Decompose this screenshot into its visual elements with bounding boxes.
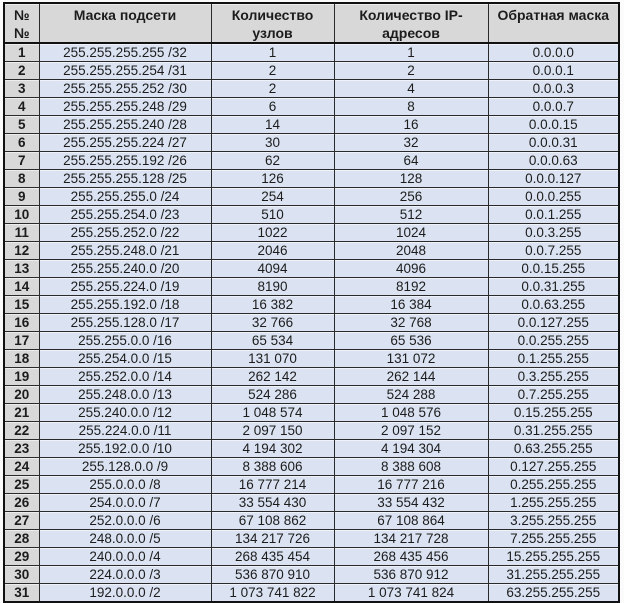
table-cell: 8 bbox=[334, 98, 488, 116]
table-cell: 252.0.0.0 /6 bbox=[39, 512, 211, 530]
table-cell: 16 777 214 bbox=[211, 476, 334, 494]
table-cell: 255.224.0.0 /11 bbox=[39, 422, 211, 440]
table-row bbox=[4, 512, 619, 530]
table-cell: 192.0.0.0 /2 bbox=[39, 584, 211, 603]
table-cell: 128 bbox=[334, 170, 488, 188]
table-cell: 524 288 bbox=[334, 386, 488, 404]
table-cell: 6 bbox=[211, 98, 334, 116]
row-number-cell: 2 bbox=[4, 62, 39, 80]
table-cell: 32 766 bbox=[211, 314, 334, 332]
row-number-cell: 7 bbox=[4, 152, 39, 170]
table-cell: 0.0.255.255 bbox=[488, 332, 619, 350]
table-cell: 255.255.255.252 /30 bbox=[39, 80, 211, 98]
table-cell: 32 768 bbox=[334, 314, 488, 332]
table-cell: 255.248.0.0 /13 bbox=[39, 386, 211, 404]
table-cell: 1 073 741 822 bbox=[211, 584, 334, 603]
table-cell: 240.0.0.0 /4 bbox=[39, 548, 211, 566]
table-cell: 65 534 bbox=[211, 332, 334, 350]
table-cell: 512 bbox=[334, 206, 488, 224]
table-cell: 1.255.255.255 bbox=[488, 494, 619, 512]
table-cell: 67 108 864 bbox=[334, 512, 488, 530]
table-cell: 0.7.255.255 bbox=[488, 386, 619, 404]
table-row bbox=[4, 62, 619, 80]
table-cell: 268 435 454 bbox=[211, 548, 334, 566]
table-cell: 510 bbox=[211, 206, 334, 224]
table-cell: 4 bbox=[334, 80, 488, 98]
table-cell: 30 bbox=[211, 134, 334, 152]
table-cell: 255.255.224.0 /19 bbox=[39, 278, 211, 296]
table-cell: 32 bbox=[334, 134, 488, 152]
table-cell: 2 097 152 bbox=[334, 422, 488, 440]
table-cell: 16 382 bbox=[211, 296, 334, 314]
table-cell: 255.128.0.0 /9 bbox=[39, 458, 211, 476]
table-cell: 255.255.255.255 /32 bbox=[39, 43, 211, 62]
row-number-cell: 16 bbox=[4, 314, 39, 332]
table-cell: 255.255.255.128 /25 bbox=[39, 170, 211, 188]
table-cell: 255.255.240.0 /20 bbox=[39, 260, 211, 278]
table-cell: 64 bbox=[334, 152, 488, 170]
table-cell: 255.255.255.224 /27 bbox=[39, 134, 211, 152]
table-cell: 8 388 606 bbox=[211, 458, 334, 476]
table-row bbox=[4, 332, 619, 350]
table-cell: 2 097 150 bbox=[211, 422, 334, 440]
table-cell: 255.255.128.0 /17 bbox=[39, 314, 211, 332]
table-cell: 262 144 bbox=[334, 368, 488, 386]
table-row bbox=[4, 206, 619, 224]
table-body bbox=[4, 43, 619, 602]
row-number-cell: 28 bbox=[4, 530, 39, 548]
table-cell: 536 870 910 bbox=[211, 566, 334, 584]
row-number-cell: 17 bbox=[4, 332, 39, 350]
table-cell: 16 bbox=[334, 116, 488, 134]
table-row bbox=[4, 224, 619, 242]
table-cell: 1 048 574 bbox=[211, 404, 334, 422]
table-cell: 65 536 bbox=[334, 332, 488, 350]
table-row bbox=[4, 566, 619, 584]
table-cell: 0.0.31.255 bbox=[488, 278, 619, 296]
table-cell: 4094 bbox=[211, 260, 334, 278]
row-number-cell: 11 bbox=[4, 224, 39, 242]
table-cell: 0.0.0.31 bbox=[488, 134, 619, 152]
table-cell: 255.255.248.0 /21 bbox=[39, 242, 211, 260]
table-cell: 0.1.255.255 bbox=[488, 350, 619, 368]
row-number-cell: 14 bbox=[4, 278, 39, 296]
table-cell: 255.255.255.192 /26 bbox=[39, 152, 211, 170]
table-cell: 2046 bbox=[211, 242, 334, 260]
header-host-count: Количество узлов bbox=[211, 3, 334, 43]
table-cell: 254 bbox=[211, 188, 334, 206]
table-cell: 0.255.255.255 bbox=[488, 476, 619, 494]
table-cell: 255.255.252.0 /22 bbox=[39, 224, 211, 242]
table-cell: 255.255.0.0 /16 bbox=[39, 332, 211, 350]
table-cell: 3.255.255.255 bbox=[488, 512, 619, 530]
table-cell: 1 bbox=[211, 43, 334, 62]
table-row bbox=[4, 296, 619, 314]
table-cell: 131 072 bbox=[334, 350, 488, 368]
table-cell: 248.0.0.0 /5 bbox=[39, 530, 211, 548]
table-row bbox=[4, 43, 619, 62]
table-cell: 15.255.255.255 bbox=[488, 548, 619, 566]
table-cell: 255.255.254.0 /23 bbox=[39, 206, 211, 224]
table-cell: 62 bbox=[211, 152, 334, 170]
table-row bbox=[4, 476, 619, 494]
table-row bbox=[4, 584, 619, 603]
table-cell: 31.255.255.255 bbox=[488, 566, 619, 584]
table-cell: 67 108 862 bbox=[211, 512, 334, 530]
row-number-cell: 27 bbox=[4, 512, 39, 530]
row-number-cell: 1 bbox=[4, 43, 39, 62]
row-number-cell: 22 bbox=[4, 422, 39, 440]
table-cell: 0.0.0.255 bbox=[488, 188, 619, 206]
table-row bbox=[4, 422, 619, 440]
table-cell: 0.15.255.255 bbox=[488, 404, 619, 422]
table-cell: 0.0.0.127 bbox=[488, 170, 619, 188]
row-number-cell: 25 bbox=[4, 476, 39, 494]
table-cell: 255.0.0.0 /8 bbox=[39, 476, 211, 494]
table-cell: 0.0.1.255 bbox=[488, 206, 619, 224]
table-cell: 0.0.127.255 bbox=[488, 314, 619, 332]
header-subnet-mask: Маска подсети bbox=[39, 3, 211, 43]
row-number-cell: 3 bbox=[4, 80, 39, 98]
table-cell: 0.0.0.15 bbox=[488, 116, 619, 134]
table-row bbox=[4, 278, 619, 296]
row-number-cell: 20 bbox=[4, 386, 39, 404]
table-cell: 0.0.0.0 bbox=[488, 43, 619, 62]
table-cell: 8190 bbox=[211, 278, 334, 296]
table-cell: 1022 bbox=[211, 224, 334, 242]
table-cell: 134 217 726 bbox=[211, 530, 334, 548]
table-cell: 255.255.192.0 /18 bbox=[39, 296, 211, 314]
header-ip-count: Количество IP-адресов bbox=[334, 3, 488, 43]
row-number-cell: 9 bbox=[4, 188, 39, 206]
table-row bbox=[4, 386, 619, 404]
table-row bbox=[4, 458, 619, 476]
table-row bbox=[4, 242, 619, 260]
row-number-cell: 10 bbox=[4, 206, 39, 224]
table-cell: 0.0.7.255 bbox=[488, 242, 619, 260]
table-cell: 2048 bbox=[334, 242, 488, 260]
row-number-cell: 19 bbox=[4, 368, 39, 386]
table-header bbox=[4, 3, 619, 43]
row-number-cell: 23 bbox=[4, 440, 39, 458]
row-number-cell: 8 bbox=[4, 170, 39, 188]
table-cell: 1 073 741 824 bbox=[334, 584, 488, 603]
row-number-cell: 24 bbox=[4, 458, 39, 476]
table-cell: 256 bbox=[334, 188, 488, 206]
table-cell: 0.0.3.255 bbox=[488, 224, 619, 242]
table-cell: 16 777 216 bbox=[334, 476, 488, 494]
table-cell: 255.240.0.0 /12 bbox=[39, 404, 211, 422]
table-row bbox=[4, 548, 619, 566]
table-cell: 0.0.15.255 bbox=[488, 260, 619, 278]
table-cell: 0.63.255.255 bbox=[488, 440, 619, 458]
row-number-cell: 21 bbox=[4, 404, 39, 422]
table-cell: 0.0.0.7 bbox=[488, 98, 619, 116]
table-cell: 63.255.255.255 bbox=[488, 584, 619, 603]
row-number-cell: 26 bbox=[4, 494, 39, 512]
table-cell: 33 554 432 bbox=[334, 494, 488, 512]
table-row bbox=[4, 134, 619, 152]
table-cell: 268 435 456 bbox=[334, 548, 488, 566]
table-row bbox=[4, 350, 619, 368]
table-cell: 2 bbox=[334, 62, 488, 80]
row-number-cell: 13 bbox=[4, 260, 39, 278]
table-cell: 7.255.255.255 bbox=[488, 530, 619, 548]
table-row bbox=[4, 494, 619, 512]
table-cell: 4096 bbox=[334, 260, 488, 278]
table-cell: 255.254.0.0 /15 bbox=[39, 350, 211, 368]
table-row bbox=[4, 314, 619, 332]
table-cell: 16 384 bbox=[334, 296, 488, 314]
table-cell: 2 bbox=[211, 80, 334, 98]
table-cell: 255.192.0.0 /10 bbox=[39, 440, 211, 458]
subnet-mask-table bbox=[3, 2, 620, 603]
table-cell: 0.0.0.63 bbox=[488, 152, 619, 170]
table-cell: 2 bbox=[211, 62, 334, 80]
table-row bbox=[4, 530, 619, 548]
table-cell: 224.0.0.0 /3 bbox=[39, 566, 211, 584]
table-cell: 536 870 912 bbox=[334, 566, 488, 584]
table-row bbox=[4, 260, 619, 278]
table-cell: 1 048 576 bbox=[334, 404, 488, 422]
table-cell: 134 217 728 bbox=[334, 530, 488, 548]
table-cell: 0.0.0.1 bbox=[488, 62, 619, 80]
header-number: №№ bbox=[4, 3, 39, 43]
row-number-cell: 15 bbox=[4, 296, 39, 314]
table-cell: 255.252.0.0 /14 bbox=[39, 368, 211, 386]
table-cell: 254.0.0.0 /7 bbox=[39, 494, 211, 512]
table-cell: 0.0.0.3 bbox=[488, 80, 619, 98]
table-row bbox=[4, 152, 619, 170]
table-cell: 0.3.255.255 bbox=[488, 368, 619, 386]
header-row bbox=[4, 3, 619, 43]
table-cell: 1024 bbox=[334, 224, 488, 242]
header-wildcard-mask: Обратная маска bbox=[488, 3, 619, 43]
table-row bbox=[4, 188, 619, 206]
table-cell: 131 070 bbox=[211, 350, 334, 368]
table-cell: 255.255.255.240 /28 bbox=[39, 116, 211, 134]
table-cell: 0.31.255.255 bbox=[488, 422, 619, 440]
table-cell: 0.127.255.255 bbox=[488, 458, 619, 476]
table-cell: 33 554 430 bbox=[211, 494, 334, 512]
table-cell: 8192 bbox=[334, 278, 488, 296]
table-cell: 8 388 608 bbox=[334, 458, 488, 476]
table-cell: 255.255.255.254 /31 bbox=[39, 62, 211, 80]
table-cell: 4 194 302 bbox=[211, 440, 334, 458]
row-number-cell: 31 bbox=[4, 584, 39, 603]
table-row bbox=[4, 440, 619, 458]
table-cell: 1 bbox=[334, 43, 488, 62]
table-cell: 0.0.63.255 bbox=[488, 296, 619, 314]
table-cell: 255.255.255.0 /24 bbox=[39, 188, 211, 206]
row-number-cell: 4 bbox=[4, 98, 39, 116]
table-cell: 14 bbox=[211, 116, 334, 134]
table-cell: 4 194 304 bbox=[334, 440, 488, 458]
row-number-cell: 30 bbox=[4, 566, 39, 584]
table-row bbox=[4, 98, 619, 116]
table-row bbox=[4, 170, 619, 188]
row-number-cell: 18 bbox=[4, 350, 39, 368]
table-row bbox=[4, 80, 619, 98]
table-row bbox=[4, 404, 619, 422]
row-number-cell: 6 bbox=[4, 134, 39, 152]
table-cell: 524 286 bbox=[211, 386, 334, 404]
row-number-cell: 29 bbox=[4, 548, 39, 566]
table-cell: 255.255.255.248 /29 bbox=[39, 98, 211, 116]
row-number-cell: 12 bbox=[4, 242, 39, 260]
table-row bbox=[4, 116, 619, 134]
table-cell: 262 142 bbox=[211, 368, 334, 386]
table-row bbox=[4, 368, 619, 386]
row-number-cell: 5 bbox=[4, 116, 39, 134]
table-cell: 126 bbox=[211, 170, 334, 188]
